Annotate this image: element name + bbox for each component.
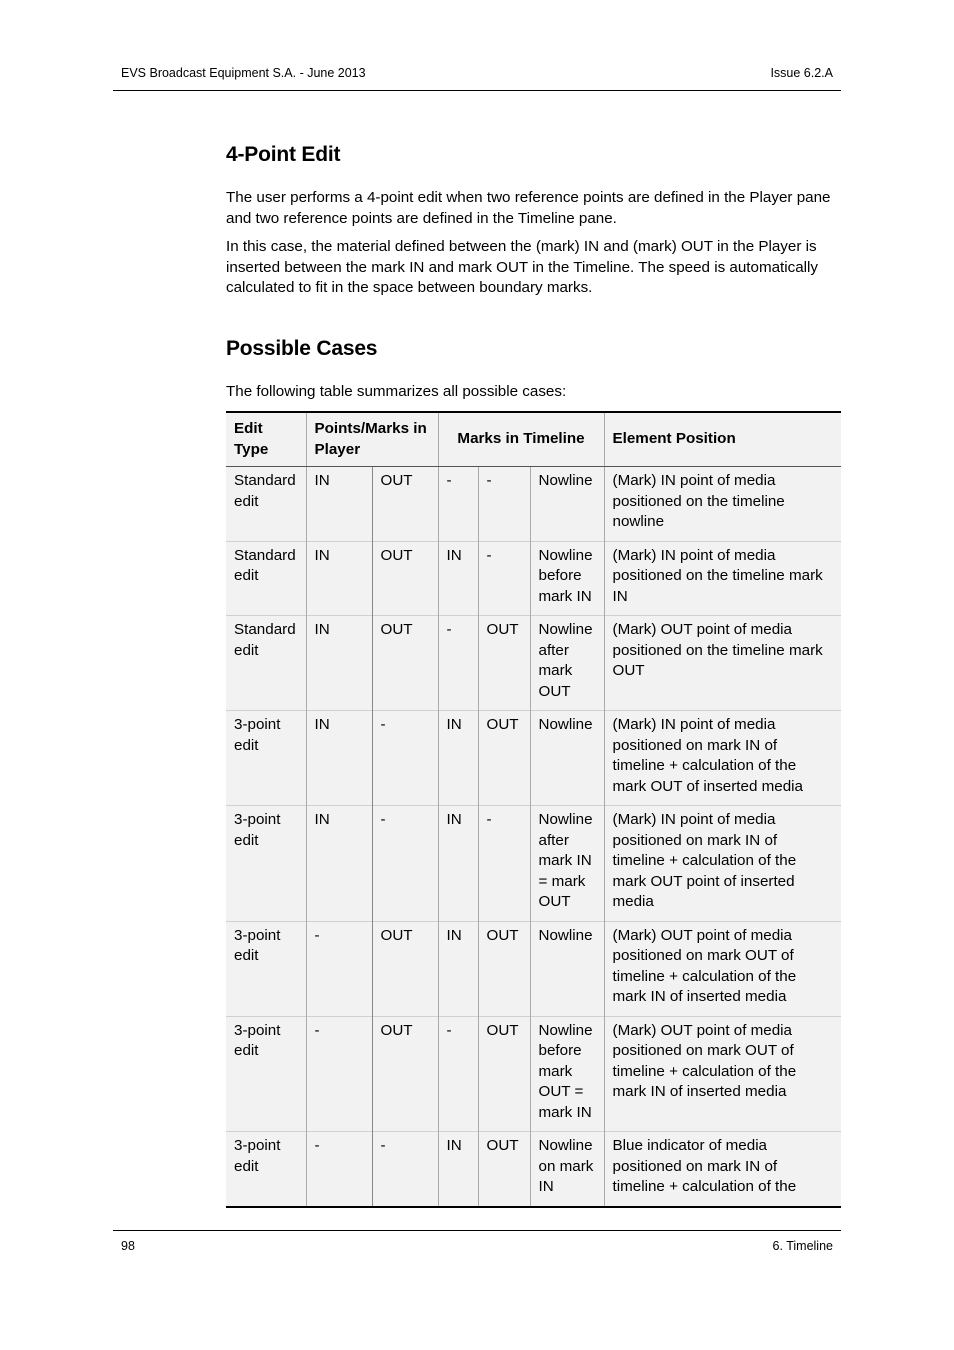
footer-page-number: 98 — [121, 1239, 135, 1253]
cell-timeline-out: - — [478, 467, 530, 542]
cell-nowline: Nowline on mark IN — [530, 1132, 604, 1207]
cell-player-in: - — [306, 1132, 372, 1207]
cell-player-out: OUT — [372, 1016, 438, 1132]
paragraph-intro: The user performs a 4-point edit when two reference points are defined in the Player pane and two reference points are defined in the Timeline pane. — [226, 189, 831, 227]
cell-player-in: IN — [306, 711, 372, 806]
cell-timeline-in: IN — [438, 1132, 478, 1207]
table-row — [226, 921, 841, 1016]
cell-timeline-out: OUT — [478, 921, 530, 1016]
cell-edit-type: Standard edit — [226, 467, 306, 542]
cell-edit-type: 3-point edit — [226, 1016, 306, 1132]
table-row — [226, 616, 841, 711]
cell-timeline-in: - — [438, 1016, 478, 1132]
cell-player-in: - — [306, 921, 372, 1016]
cell-player-in: IN — [306, 616, 372, 711]
header-marks-timeline: Marks in Timeline — [438, 412, 604, 467]
cell-timeline-out: OUT — [478, 711, 530, 806]
cell-player-out: OUT — [372, 616, 438, 711]
cell-nowline: Nowline after mark IN = mark OUT — [530, 806, 604, 922]
cell-player-in: IN — [306, 541, 372, 616]
cell-player-out: - — [372, 806, 438, 922]
header-element-position: Element Position — [604, 412, 841, 467]
table-row — [226, 541, 841, 616]
cell-nowline: Nowline before mark OUT = mark IN — [530, 1016, 604, 1132]
section-title-4-point-edit: 4-Point Edit — [226, 143, 341, 166]
cell-player-in: IN — [306, 806, 372, 922]
cell-edit-type: 3-point edit — [226, 1132, 306, 1207]
table-body — [226, 467, 841, 1207]
cell-timeline-out: - — [478, 806, 530, 922]
cell-timeline-in: IN — [438, 541, 478, 616]
cell-timeline-out: OUT — [478, 1016, 530, 1132]
table-row — [226, 806, 841, 922]
table-row — [226, 467, 841, 542]
cell-element-position: (Mark) IN point of media positioned on mark IN of timeline + calculation of the mark OUT point of inserted media — [604, 806, 841, 922]
cell-element-position: (Mark) IN point of media positioned on the timeline nowline — [604, 467, 841, 542]
cell-player-in: IN — [306, 467, 372, 542]
cell-timeline-in: IN — [438, 806, 478, 922]
cell-element-position: (Mark) OUT point of media positioned on mark OUT of timeline + calculation of the mark IN of inserted media — [604, 1016, 841, 1132]
footer-chapter: 6. Timeline — [772, 1239, 833, 1253]
table-intro: The following table summarizes all possible cases: — [226, 383, 567, 400]
cell-player-in: - — [306, 1016, 372, 1132]
cell-nowline: Nowline — [530, 467, 604, 542]
cell-timeline-out: - — [478, 541, 530, 616]
cell-timeline-out: OUT — [478, 616, 530, 711]
cell-edit-type: 3-point edit — [226, 921, 306, 1016]
paragraph-material: In this case, the material defined between the (mark) IN and (mark) OUT in the Player is inserted between the mark IN and mark OUT in the Timeline. The speed is automatically calculated to fit in the space between boundary marks. — [226, 238, 819, 296]
cell-player-out: OUT — [372, 467, 438, 542]
possible-cases-table — [226, 411, 841, 1208]
cell-element-position: Blue indicator of media positioned on mark IN of timeline + calculation of the — [604, 1132, 841, 1207]
cell-nowline: Nowline before mark IN — [530, 541, 604, 616]
cell-player-out: OUT — [372, 921, 438, 1016]
cell-timeline-in: - — [438, 467, 478, 542]
cell-edit-type: Standard edit — [226, 541, 306, 616]
header-publisher: EVS Broadcast Equipment S.A. - June 2013 — [121, 66, 366, 80]
cell-timeline-in: IN — [438, 711, 478, 806]
cell-player-out: - — [372, 1132, 438, 1207]
table-header-row — [226, 412, 841, 467]
table-row — [226, 711, 841, 806]
cell-nowline: Nowline — [530, 711, 604, 806]
cell-edit-type: 3-point edit — [226, 806, 306, 922]
cell-nowline: Nowline after mark OUT — [530, 616, 604, 711]
cell-nowline: Nowline — [530, 921, 604, 1016]
cell-edit-type: Standard edit — [226, 616, 306, 711]
cell-element-position: (Mark) OUT point of media positioned on mark OUT of timeline + calculation of the mark IN of inserted media — [604, 921, 841, 1016]
cell-timeline-in: - — [438, 616, 478, 711]
cell-player-out: OUT — [372, 541, 438, 616]
header-edit-type: Edit Type — [226, 412, 306, 467]
cell-element-position: (Mark) IN point of media positioned on mark IN of timeline + calculation of the mark OUT of inserted media — [604, 711, 841, 806]
cell-timeline-in: IN — [438, 921, 478, 1016]
cell-edit-type: 3-point edit — [226, 711, 306, 806]
section-title-possible-cases: Possible Cases — [226, 337, 378, 360]
table-row — [226, 1016, 841, 1132]
page-footer — [113, 1230, 841, 1261]
table-row — [226, 1132, 841, 1207]
page-header — [113, 62, 841, 91]
cell-element-position: (Mark) OUT point of media positioned on the timeline mark OUT — [604, 616, 841, 711]
cell-timeline-out: OUT — [478, 1132, 530, 1207]
cell-player-out: - — [372, 711, 438, 806]
header-points-player: Points/Marks in Player — [306, 412, 438, 467]
header-issue: Issue 6.2.A — [770, 66, 833, 80]
cell-element-position: (Mark) IN point of media positioned on the timeline mark IN — [604, 541, 841, 616]
